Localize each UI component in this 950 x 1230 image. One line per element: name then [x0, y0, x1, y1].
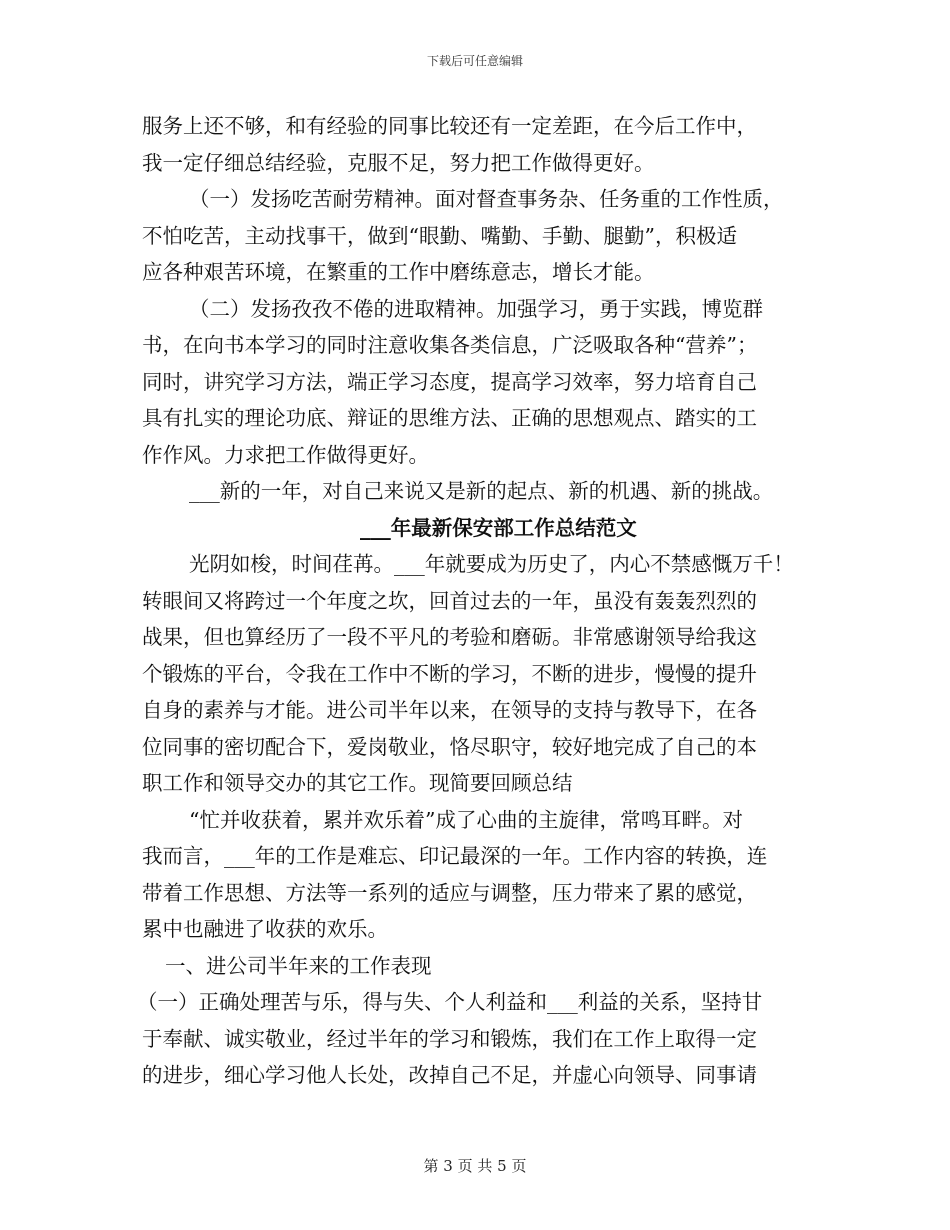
section-title: ___年最新保安部工作总结范文	[360, 515, 637, 540]
document-body	[137, 108, 817, 1094]
text-line: ___新的一年，对自己来说又是新的起点、新的机遇、新的挑战。	[189, 479, 774, 503]
text-line: 职工作和领导交办的其它工作。现简要回顾总结	[142, 771, 573, 795]
page-footer: 第 3 页 共 5 页	[423, 1157, 527, 1175]
text-line: 我而言，___年的工作是难忘、印记最深的一年。工作内容的转换，连	[142, 844, 768, 868]
text-line: 累中也融进了收获的欢乐。	[142, 917, 388, 941]
text-line: 同时，讲究学习方法，端正学习态度，提高学习效率，努力培育自己	[142, 369, 757, 394]
text-line: 转眼间又将跨过一个年度之坎，回首过去的一年，虽没有轰轰烈烈的	[142, 588, 757, 613]
text-line: 服务上还不够，和有经验的同事比较还有一定差距，在今后工作中，	[142, 114, 757, 138]
text-line: 书，在向书本学习的同时注意收集各类信息，广泛吸取各种“营养”；	[142, 333, 758, 357]
text-line: 作作风。力求把工作做得更好。	[142, 442, 429, 467]
text-line: 我一定仔细总结经验，克服不足，努力把工作做得更好。	[142, 150, 655, 175]
text-line: 应各种艰苦环境，在繁重的工作中磨练意志，增长才能。	[142, 260, 655, 284]
text-line: 不怕吃苦，主动找事干，做到“眼勤、嘴勤、手勤、腿勤”，积极适	[142, 223, 737, 248]
text-line: 于奉献、诚实敬业，经过半年的学习和锻炼，我们在工作上取得一定	[142, 1026, 757, 1051]
text-line: 的进步，细心学习他人长处，改掉自己不足，并虚心向领导、同事请	[142, 1063, 757, 1087]
page-header: 下载后可任意编辑	[426, 54, 523, 68]
section-heading: 一、进公司半年来的工作表现	[165, 953, 432, 978]
text-line: 光阴如梭，时间荏苒。___年就要成为历史了，内心不禁感慨万千！	[189, 552, 794, 576]
text-line: “忙并收获着，累并欢乐着”成了心曲的主旋律，常鸣耳畔。对	[189, 807, 743, 832]
text-line: 具有扎实的理论功底、辩证的思维方法、正确的思想观点、踏实的工	[142, 406, 757, 430]
text-line: 个锻炼的平台，令我在工作中不断的学习，不断的进步，慢慢的提升	[142, 661, 757, 686]
text-line: 自身的素养与才能。进公司半年以来，在领导的支持与教导下，在各	[142, 698, 757, 722]
text-line: 带着工作思想、方法等一系列的适应与调整，压力带来了累的感觉，	[142, 880, 757, 905]
text-line: （二）发扬孜孜不倦的进取精神。加强学习，勇于实践，博览群	[189, 296, 763, 321]
text-line: （一）正确处理苦与乐，得与失、个人利益和___利益的关系，坚持甘	[137, 990, 763, 1014]
text-line: 位同事的密切配合下，爱岗敬业，恪尽职守，较好地完成了自己的本	[142, 734, 757, 759]
text-line: 战果，但也算经历了一段不平凡的考验和磨砺。非常感谢领导给我这	[142, 625, 757, 649]
text-line: （一）发扬吃苦耐劳精神。面对督查事务杂、任务重的工作性质，	[189, 187, 784, 211]
